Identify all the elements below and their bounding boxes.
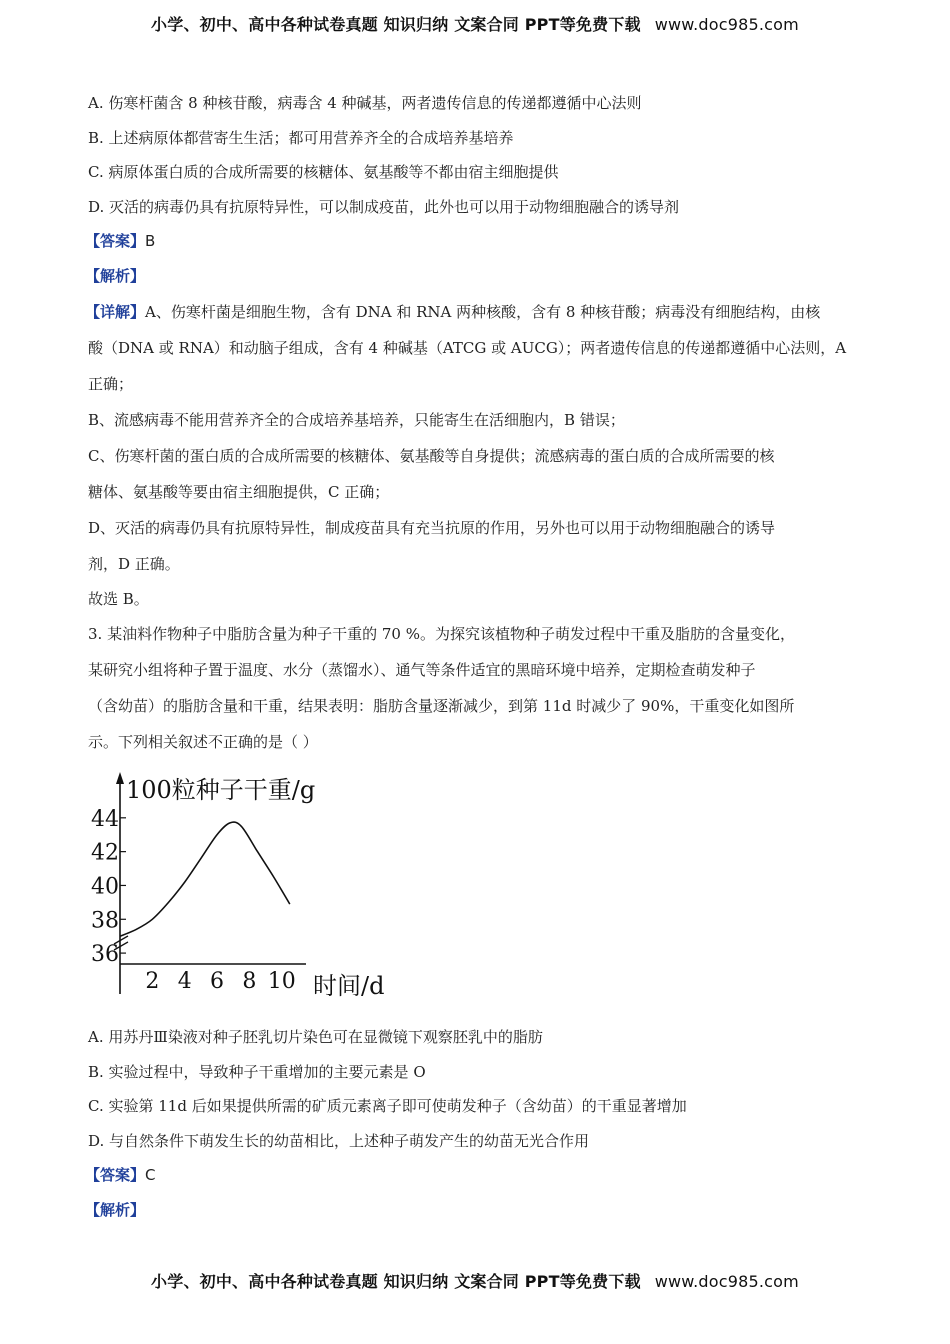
footer-banner-text: 小学、初中、高中各种试卷真题 知识归纳 文案合同 PPT等免费下载	[151, 1272, 641, 1291]
x-tick-labels	[145, 969, 295, 994]
y-tick-label: 42	[91, 840, 119, 866]
y-tick-label: 40	[91, 874, 119, 900]
q3-answer	[85, 1158, 868, 1193]
q2-detail-line-4: B、流感病毒不能用营养齐全的合成培养基培养，只能寄生在活细胞内，B 错误；	[88, 410, 625, 429]
question-2-content	[85, 86, 868, 760]
header-banner-text: 小学、初中、高中各种试卷真题 知识归纳 文案合同 PPT等免费下载	[151, 15, 641, 34]
q3-stem-line-3: （含幼苗）的脂肪含量和干重，结果表明：脂肪含量逐渐减少，到第 11d 时减少了 90%，干重变化如图所	[88, 697, 795, 716]
q3-stem-line-4: 示。下列相关叙述不正确的是（ ）	[88, 733, 318, 752]
q3-answer-tag: 【答案】	[85, 1166, 146, 1185]
header-banner	[0, 12, 950, 35]
x-tick-label: 8	[242, 969, 257, 994]
q2-detail-text-1: A、伤寒杆菌是细胞生物，含有 DNA 和 RNA 两种核酸，含有 8 种核苷酸；病毒没有细胞结构，由核	[145, 302, 821, 321]
q2-detail-tag: 【详解】	[85, 302, 146, 321]
x-tick-label: 2	[145, 969, 160, 994]
q3-analysis-tag: 【解析】	[85, 1200, 146, 1219]
q2-analysis-tag: 【解析】	[85, 266, 146, 285]
q2-detail-line-8: 剂，D 正确。	[88, 554, 180, 573]
q2-answer-value: B	[145, 232, 156, 251]
q3-option-d: D. 与自然条件下萌发生长的幼苗相比，上述种子萌发产生的幼苗无光合作用	[88, 1131, 590, 1150]
dry-weight-chart-svg	[91, 770, 408, 1000]
y-tick-label: 38	[91, 908, 119, 934]
q2-answer-tag: 【答案】	[85, 232, 146, 251]
q3-option-a: A. 用苏丹Ⅲ染液对种子胚乳切片染色可在显微镜下观察胚乳中的脂肪	[88, 1028, 543, 1046]
x-tick-label: 4	[177, 969, 192, 994]
q2-option-d: D. 灭活的病毒仍具有抗原特异性，可以制成疫苗，此外也可以用于动物细胞融合的诱导剂	[88, 197, 680, 216]
q2-answer	[85, 224, 868, 259]
q2-analysis-heading	[85, 259, 868, 294]
q3-analysis-heading	[85, 1193, 868, 1228]
q2-option-a: A. 伤寒杆菌含 8 种核苷酸，病毒含 4 种碱基，两者遗传信息的传递都遵循中心法则	[88, 94, 642, 112]
x-tick-label: 6	[210, 969, 225, 994]
q2-detail-line-1	[85, 294, 868, 330]
y-tick-label: 36	[91, 942, 119, 968]
q2-option-c: C. 病原体蛋白质的合成所需要的核糖体、氨基酸等不都由宿主细胞提供	[88, 163, 559, 182]
q2-detail-line-2: 酸（DNA 或 RNA）和动脑子组成，含有 4 种碱基（ATCG 或 AUCG）；两者遗传信息的传递都遵循中心法则，A	[88, 338, 847, 357]
q3-option-c: C. 实验第 11d 后如果提供所需的矿质元素离子即可使萌发种子（含幼苗）的干重显著增加	[88, 1097, 687, 1116]
header-site-link[interactable]: www.doc985.com	[654, 15, 799, 34]
q3-stem-line-2: 某研究小组将种子置于温度、水分（蒸馏水）、通气等条件适宜的黑暗环境中培养，定期检查萌发种子	[88, 661, 756, 680]
y-tick-label: 44	[91, 806, 119, 832]
q2-detail-line-7: D、灭活的病毒仍具有抗原特异性，制成疫苗具有充当抗原的作用，另外也可以用于动物细胞融合的诱导	[88, 518, 776, 537]
q2-detail-line-3: 正确；	[88, 374, 134, 393]
q2-option-b: B. 上述病原体都营寄生生活；都可用营养齐全的合成培养基培养	[88, 128, 514, 147]
dry-weight-series-line	[120, 822, 290, 936]
q3-option-b: B. 实验过程中，导致种子干重增加的主要元素是 O	[88, 1062, 426, 1081]
footer-banner	[0, 1269, 950, 1292]
q3-stem-line-1: 3. 某油料作物种子中脂肪含量为种子干重的 70 %。为探究该植物种子萌发过程中干重及脂肪的含量变化，	[88, 625, 795, 644]
y-axis-label: 100粒种子干重/g	[126, 776, 316, 804]
q2-detail-line-5: C、伤寒杆菌的蛋白质的合成所需要的核糖体、氨基酸等自身提供；流感病毒的蛋白质的合成所需要的核	[88, 446, 775, 465]
q2-detail-line-6: 糖体、氨基酸等要由宿主细胞提供，C 正确；	[88, 482, 390, 501]
y-axis-arrow	[116, 772, 124, 784]
dry-weight-chart	[91, 770, 408, 1000]
footer-site-link[interactable]: www.doc985.com	[654, 1272, 799, 1291]
q2-detail-line-9: 故选 B。	[88, 589, 149, 608]
x-axis-label: 时间/d	[313, 972, 385, 1000]
question-3-options	[85, 1020, 868, 1228]
q3-answer-value: C	[145, 1166, 156, 1185]
x-tick-label: 10	[267, 969, 296, 994]
